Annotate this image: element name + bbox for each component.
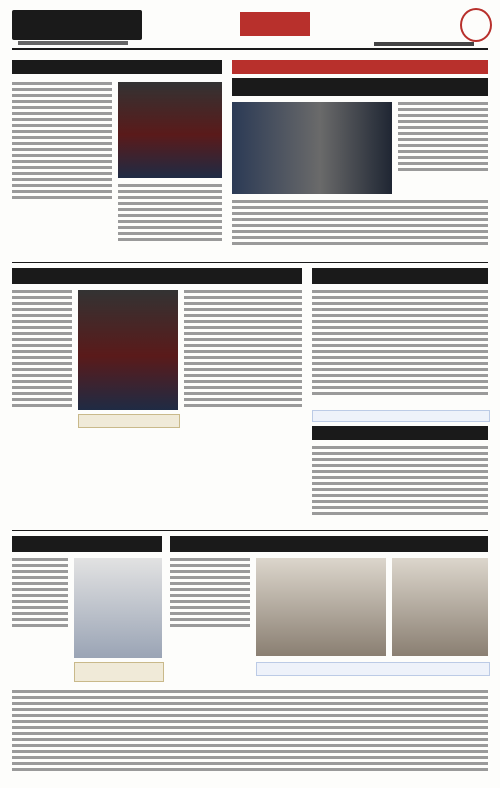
elephant-story-kicker xyxy=(312,410,490,422)
nursing-home-story-text xyxy=(12,558,68,630)
section-title xyxy=(240,12,310,36)
dateline xyxy=(374,42,474,46)
headline-trade-story xyxy=(312,268,488,284)
headline-main-story xyxy=(232,78,488,96)
chief-secretary-meeting-photo xyxy=(256,558,386,656)
headline-chief-secretary-story xyxy=(170,536,488,552)
newspaper-logo xyxy=(12,10,142,40)
kicker-main-story xyxy=(232,60,488,74)
science-story-text-right xyxy=(184,290,302,410)
headline-nursing-home-story xyxy=(12,536,162,552)
chief-secretary-second-photo xyxy=(392,558,488,656)
main-story-text xyxy=(398,102,488,174)
science-story-text xyxy=(12,290,72,410)
main-story-photo xyxy=(232,102,392,194)
anniversary-emblem xyxy=(460,8,492,42)
science-story-caption xyxy=(78,414,180,428)
bottom-story-text xyxy=(12,690,488,774)
lead-story-text xyxy=(12,82,112,202)
section-divider xyxy=(12,262,488,263)
science-story-photo xyxy=(78,290,178,410)
nursing-home-story-caption xyxy=(74,662,164,682)
section-divider-lower xyxy=(12,530,488,531)
main-story-text-lower xyxy=(232,200,488,248)
headline-science-story xyxy=(12,268,302,284)
lead-story-text-continued xyxy=(118,184,222,244)
trade-story-text xyxy=(312,290,488,398)
logo-tagline xyxy=(18,41,128,45)
elephant-story-text xyxy=(312,446,488,518)
headline-lead-story xyxy=(12,60,222,74)
masthead xyxy=(12,8,488,50)
nursing-home-story-photo xyxy=(74,558,162,658)
social-sector-subhead xyxy=(256,662,490,676)
headline-elephant-story xyxy=(312,426,488,440)
lead-story-photo xyxy=(118,82,222,178)
chief-secretary-story-text xyxy=(170,558,250,630)
